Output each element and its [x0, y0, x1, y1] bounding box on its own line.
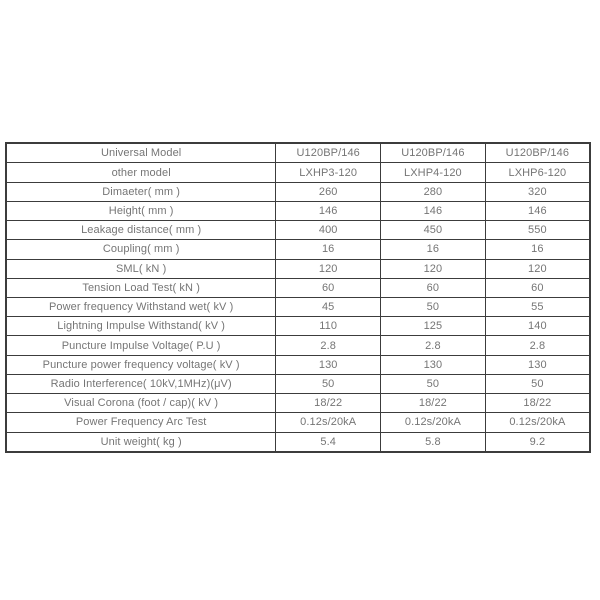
- cell-value: 45: [276, 297, 381, 316]
- cell-value: 120: [276, 259, 381, 278]
- table-row: [6, 432, 590, 452]
- table-row: [6, 374, 590, 393]
- spec-table-container: [5, 142, 591, 453]
- table-row: [6, 143, 590, 163]
- cell-value: 450: [381, 221, 486, 240]
- row-label: Power frequency Withstand wet( kV ): [6, 297, 276, 316]
- row-label: Universal Model: [6, 143, 276, 163]
- cell-value: 60: [381, 278, 486, 297]
- table-row: [6, 163, 590, 182]
- cell-value: 320: [485, 182, 590, 201]
- table-row: [6, 355, 590, 374]
- cell-value: 2.8: [485, 336, 590, 355]
- cell-value: 16: [276, 240, 381, 259]
- row-label: Coupling( mm ): [6, 240, 276, 259]
- cell-value: 50: [485, 374, 590, 393]
- cell-value: 50: [381, 374, 486, 393]
- cell-value: 146: [276, 201, 381, 220]
- spec-table-body: [6, 143, 590, 452]
- cell-value: 18/22: [485, 394, 590, 413]
- cell-value: U120BP/146: [485, 143, 590, 163]
- cell-value: 130: [276, 355, 381, 374]
- cell-value: 260: [276, 182, 381, 201]
- row-label: Puncture Impulse Voltage( P.U ): [6, 336, 276, 355]
- cell-value: 60: [485, 278, 590, 297]
- cell-value: 140: [485, 317, 590, 336]
- cell-value: 130: [485, 355, 590, 374]
- cell-value: 18/22: [381, 394, 486, 413]
- cell-value: LXHP4-120: [381, 163, 486, 182]
- table-row: [6, 182, 590, 201]
- cell-value: 146: [485, 201, 590, 220]
- table-row: [6, 201, 590, 220]
- row-label: SML( kN ): [6, 259, 276, 278]
- cell-value: 16: [381, 240, 486, 259]
- row-label: Dimaeter( mm ): [6, 182, 276, 201]
- cell-value: 0.12s/20kA: [485, 413, 590, 432]
- row-label: Tension Load Test( kN ): [6, 278, 276, 297]
- table-row: [6, 413, 590, 432]
- cell-value: 550: [485, 221, 590, 240]
- cell-value: LXHP6-120: [485, 163, 590, 182]
- table-row: [6, 278, 590, 297]
- table-row: [6, 317, 590, 336]
- cell-value: 16: [485, 240, 590, 259]
- spec-table: [5, 142, 591, 453]
- cell-value: 50: [276, 374, 381, 393]
- cell-value: 280: [381, 182, 486, 201]
- cell-value: 9.2: [485, 432, 590, 452]
- table-row: [6, 297, 590, 316]
- table-row: [6, 394, 590, 413]
- cell-value: 120: [381, 259, 486, 278]
- cell-value: 18/22: [276, 394, 381, 413]
- row-label: Radio Interference( 10kV,1MHz)(μV): [6, 374, 276, 393]
- row-label: Visual Corona (foot / cap)( kV ): [6, 394, 276, 413]
- cell-value: 125: [381, 317, 486, 336]
- cell-value: 130: [381, 355, 486, 374]
- row-label: Unit weight( kg ): [6, 432, 276, 452]
- cell-value: 55: [485, 297, 590, 316]
- row-label: Leakage distance( mm ): [6, 221, 276, 240]
- row-label: Lightning Impulse Withstand( kV ): [6, 317, 276, 336]
- cell-value: 50: [381, 297, 486, 316]
- cell-value: 146: [381, 201, 486, 220]
- cell-value: LXHP3-120: [276, 163, 381, 182]
- cell-value: 0.12s/20kA: [381, 413, 486, 432]
- table-row: [6, 336, 590, 355]
- cell-value: 0.12s/20kA: [276, 413, 381, 432]
- cell-value: 2.8: [381, 336, 486, 355]
- cell-value: 60: [276, 278, 381, 297]
- cell-value: 5.4: [276, 432, 381, 452]
- cell-value: 120: [485, 259, 590, 278]
- cell-value: U120BP/146: [276, 143, 381, 163]
- cell-value: 400: [276, 221, 381, 240]
- row-label: other model: [6, 163, 276, 182]
- row-label: Puncture power frequency voltage( kV ): [6, 355, 276, 374]
- table-row: [6, 240, 590, 259]
- table-row: [6, 259, 590, 278]
- cell-value: 2.8: [276, 336, 381, 355]
- cell-value: U120BP/146: [381, 143, 486, 163]
- cell-value: 5.8: [381, 432, 486, 452]
- table-row: [6, 221, 590, 240]
- cell-value: 110: [276, 317, 381, 336]
- row-label: Power Frequency Arc Test: [6, 413, 276, 432]
- row-label: Height( mm ): [6, 201, 276, 220]
